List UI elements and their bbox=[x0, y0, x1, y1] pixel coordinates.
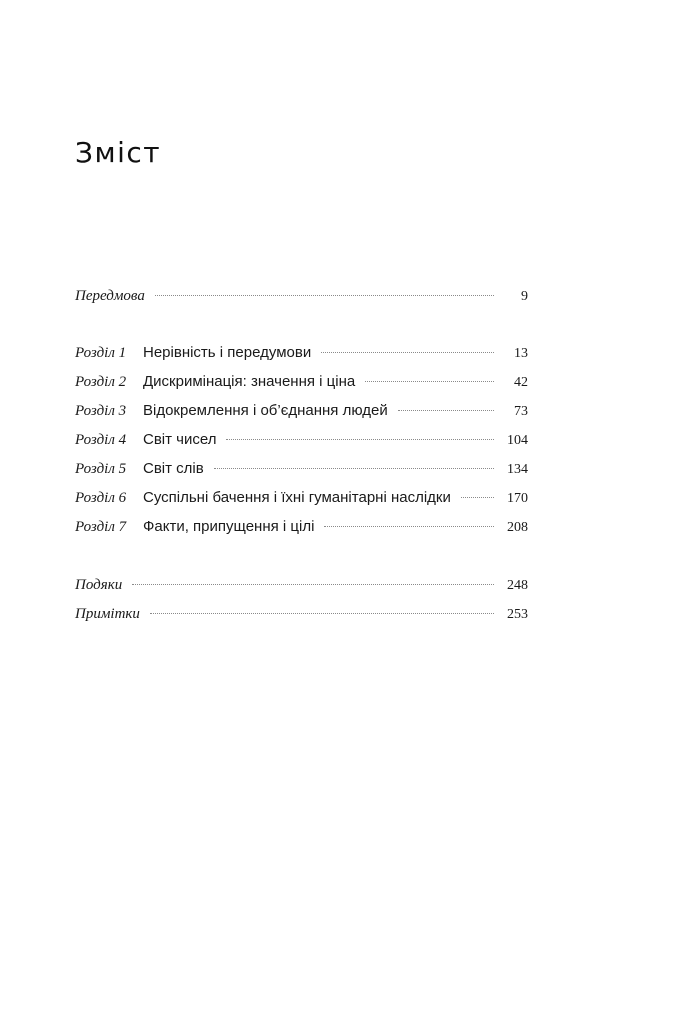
toc-page-number: 208 bbox=[507, 520, 528, 535]
toc-page-number: 73 bbox=[514, 404, 528, 419]
chapter-title: Відокремлення і об’єднання людей bbox=[143, 402, 388, 419]
dot-leader bbox=[214, 468, 494, 469]
chapter-label: Розділ 4 bbox=[75, 432, 127, 448]
toc-page-number: 42 bbox=[514, 375, 528, 390]
toc-entry-notes[interactable] bbox=[75, 603, 528, 625]
toc-entry-label: Подяки bbox=[75, 577, 123, 593]
chapter-label: Розділ 3 bbox=[75, 403, 127, 419]
toc-entry-foreword[interactable] bbox=[75, 285, 528, 307]
dot-leader bbox=[155, 295, 494, 296]
toc-entry-chapter-7[interactable] bbox=[75, 516, 528, 538]
chapter-title: Світ чисел bbox=[143, 431, 217, 448]
dot-leader bbox=[132, 584, 494, 585]
toc-entry-label: Передмова bbox=[75, 288, 145, 304]
toc-entry-label: Примітки bbox=[75, 606, 140, 622]
chapter-title: Нерівність і передумови bbox=[143, 344, 312, 361]
page-title: Зміст bbox=[75, 136, 162, 169]
toc-entry-chapter-1[interactable] bbox=[75, 342, 528, 364]
toc-entry-chapter-6[interactable] bbox=[75, 487, 528, 509]
chapter-title: Суспільні бачення і їхні гуманітарні наслідки bbox=[143, 489, 451, 506]
toc-entry-chapter-5[interactable] bbox=[75, 458, 528, 480]
chapter-title: Факти, припущення і цілі bbox=[143, 518, 315, 535]
dot-leader bbox=[365, 381, 494, 382]
toc-entry-chapter-4[interactable] bbox=[75, 429, 528, 451]
dot-leader bbox=[226, 439, 494, 440]
toc-entry-chapter-2[interactable] bbox=[75, 371, 528, 393]
dot-leader bbox=[324, 526, 494, 527]
toc-entry-chapter-3[interactable] bbox=[75, 400, 528, 422]
toc-entry-acknowledgements[interactable] bbox=[75, 574, 528, 596]
toc-page-number: 253 bbox=[507, 607, 528, 622]
chapter-label: Розділ 6 bbox=[75, 490, 127, 506]
toc-page-number: 13 bbox=[514, 346, 528, 361]
chapter-label: Розділ 2 bbox=[75, 374, 127, 390]
chapter-label: Розділ 7 bbox=[75, 519, 127, 535]
toc-page-number: 9 bbox=[521, 289, 528, 304]
chapter-label: Розділ 1 bbox=[75, 345, 127, 361]
toc-page-number: 170 bbox=[507, 491, 528, 506]
toc-page-number: 104 bbox=[507, 433, 528, 448]
toc-page-number: 134 bbox=[507, 462, 528, 477]
dot-leader bbox=[321, 352, 494, 353]
chapter-title: Світ слів bbox=[143, 460, 204, 477]
chapter-title: Дискримінація: значення і ціна bbox=[143, 373, 356, 390]
dot-leader bbox=[150, 613, 494, 614]
dot-leader bbox=[461, 497, 494, 498]
dot-leader bbox=[398, 410, 494, 411]
chapter-label: Розділ 5 bbox=[75, 461, 127, 477]
toc-page-number: 248 bbox=[507, 578, 528, 593]
